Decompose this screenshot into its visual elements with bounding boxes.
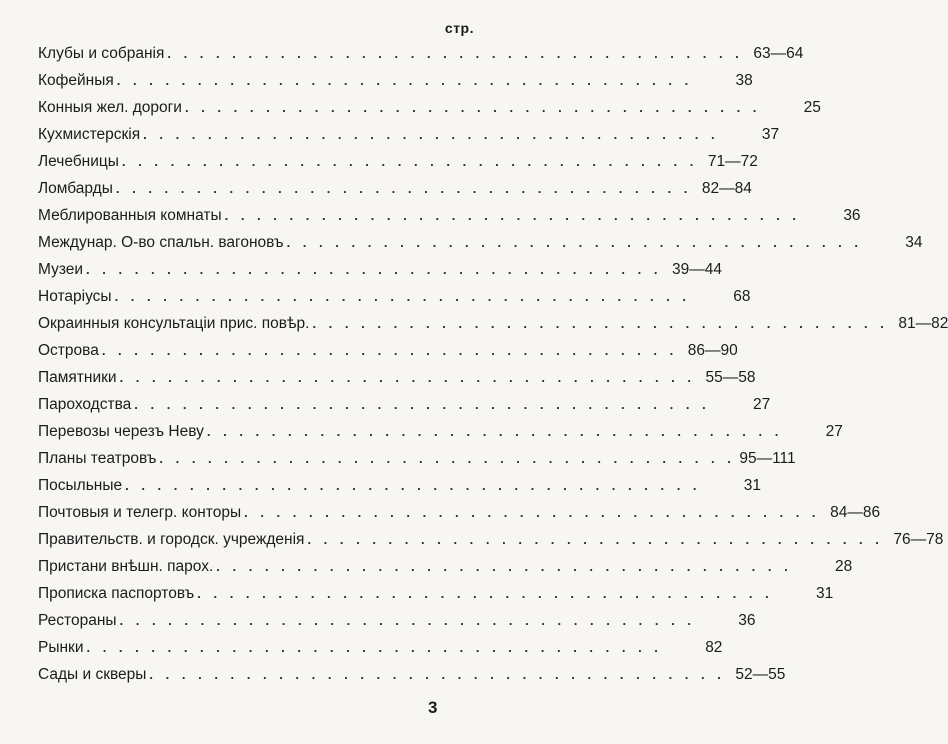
entry-pages: 68 <box>733 288 751 305</box>
dot-leader: . . . . . . . . . . . . . . . . . . . . . . . . . . . . . . . . . . . . <box>86 262 662 277</box>
dot-leader: . . . . . . . . . . . . . . . . . . . . . . . . . . . . . . . . . . . . <box>134 397 711 412</box>
entry-label: Кухмистерскія <box>38 126 141 143</box>
dot-leader: . . . . . . . . . . . . . . . . . . . . . . . . . . . . . . . . . . . . <box>115 181 692 196</box>
entry-label: Почтовыя и телегр. конторы <box>38 504 242 521</box>
dot-leader: . . . . . . . . . . . . . . . . . . . . . . . . . . . . . . . . . . . . <box>101 343 678 358</box>
entry-label: Правительств. и городск. учрежденія <box>38 531 305 548</box>
entry-label: Острова <box>38 342 99 359</box>
index-entry <box>38 445 796 472</box>
entry-pages: 31 <box>815 585 834 602</box>
index-entry <box>38 337 738 364</box>
dot-leader: . . . . . . . . . . . . . . . . . . . . . . . . . . . . . . . . . . . . <box>286 235 863 250</box>
entry-pages: 25 <box>803 99 821 116</box>
dot-leader: . . . . . . . . . . . . . . . . . . . . . . . . . . . . . . . . . . . . <box>184 100 761 115</box>
entry-label: Клубы и собранія <box>38 45 165 62</box>
dot-leader: . . . . . . . . . . . . . . . . . . . . . . . . . . . . . . . . . . . . <box>86 640 663 655</box>
entry-label: Посыльные <box>38 477 123 494</box>
entry-label: Памятники <box>38 369 117 386</box>
dot-leader: . . . . . . . . . . . . . . . . . . . . . . . . . . . . . . . . . . . . <box>206 424 783 439</box>
index-entry <box>38 391 771 418</box>
pages-column-header: стр. <box>444 20 474 36</box>
entry-pages: 86—90 <box>687 342 738 359</box>
entry-pages: 28 <box>834 558 853 575</box>
entry-label: Лечебницы <box>38 153 119 170</box>
entry-pages: 27 <box>752 396 771 413</box>
index-entry <box>38 634 723 661</box>
index-entry <box>38 175 752 202</box>
dot-leader: . . . . . . . . . . . . . . . . . . . . . . . . . . . . . . . . . . . . <box>121 154 698 169</box>
entry-label: Окраинныя консультаціи прис. повѣр. <box>38 315 310 332</box>
index-entry <box>38 526 944 553</box>
index-entry <box>38 364 756 391</box>
entry-pages: 82—84 <box>701 180 752 197</box>
index-list <box>38 40 948 688</box>
index-entry <box>38 40 804 67</box>
entry-pages: 27 <box>825 423 843 440</box>
index-entry <box>38 472 762 499</box>
index-entry <box>38 229 923 256</box>
index-entry <box>38 256 722 283</box>
entry-pages: 63—64 <box>753 45 804 62</box>
entry-pages: 31 <box>743 477 762 494</box>
entry-label: Меблированныя комнаты <box>38 207 222 224</box>
index-entry <box>38 418 843 445</box>
entry-label: Ломбарды <box>38 180 113 197</box>
dot-leader: . . . . . . . . . . . . . . . . . . . . . . . . . . . . . . . . . . . . <box>143 127 720 142</box>
entry-pages: 76—78 <box>893 531 944 548</box>
index-entry <box>38 580 834 607</box>
entry-label: Нотаріусы <box>38 288 112 305</box>
index-entry <box>38 607 756 634</box>
dot-leader: . . . . . . . . . . . . . . . . . . . . . . . . . . . . . . . . . . . . <box>216 559 793 574</box>
entry-label: Конныя жел. дороги <box>38 99 182 116</box>
entry-pages: 71—72 <box>707 153 758 170</box>
index-entry <box>38 121 780 148</box>
dot-leader: . . . . . . . . . . . . . . . . . . . . . . . . . . . . . . . . . . . . <box>119 370 696 385</box>
dot-leader: . . . . . . . . . . . . . . . . . . . . . . . . . . . . . . . . . . . . <box>312 316 889 331</box>
entry-pages: 34 <box>905 234 923 251</box>
dot-leader: . . . . . . . . . . . . . . . . . . . . . . . . . . . . . . . . . . . . <box>149 667 726 682</box>
entry-label: Кофейныя <box>38 72 114 89</box>
entry-pages: 84—86 <box>830 504 881 521</box>
entry-label: Рестораны <box>38 612 117 629</box>
entry-pages: 37 <box>761 126 780 143</box>
entry-label: Прописка паспортовъ <box>38 585 195 602</box>
dot-leader: . . . . . . . . . . . . . . . . . . . . . . . . . . . . . . . . . . . . <box>307 532 884 547</box>
index-entry <box>38 94 821 121</box>
entry-pages: 82 <box>705 639 723 656</box>
dot-leader: . . . . . . . . . . . . . . . . . . . . . . . . . . . . . . . . . . . . <box>119 613 696 628</box>
entry-label: Пароходства <box>38 396 132 413</box>
entry-pages: 95—111 <box>739 450 796 467</box>
dot-leader: . . . . . . . . . . . . . . . . . . . . . . . . . . . . . . . . . . . . <box>125 478 702 493</box>
dot-leader: . . . . . . . . . . . . . . . . . . . . . . . . . . . . . . . . . . . . <box>244 505 821 520</box>
index-entry <box>38 148 758 175</box>
entry-pages: 38 <box>735 72 753 89</box>
index-entry <box>38 310 948 337</box>
index-entry <box>38 202 861 229</box>
entry-label: Перевозы черезъ Неву <box>38 423 204 440</box>
dot-leader: . . . . . . . . . . . . . . . . . . . . . . . . . . . . . . . . . . . . <box>159 451 736 466</box>
entry-label: Пристани внѣшн. парох. <box>38 558 214 575</box>
index-entry <box>38 553 853 580</box>
dot-leader: . . . . . . . . . . . . . . . . . . . . . . . . . . . . . . . . . . . . <box>224 208 801 223</box>
entry-pages: 39—44 <box>672 261 722 278</box>
entry-label: Планы театровъ <box>38 450 157 467</box>
entry-pages: 55—58 <box>705 369 756 386</box>
index-entry <box>38 499 881 526</box>
dot-leader: . . . . . . . . . . . . . . . . . . . . . . . . . . . . . . . . . . . . <box>116 73 693 88</box>
entry-pages: 36 <box>843 207 861 224</box>
dot-leader: . . . . . . . . . . . . . . . . . . . . . . . . . . . . . . . . . . . . <box>114 289 691 304</box>
dot-leader: . . . . . . . . . . . . . . . . . . . . . . . . . . . . . . . . . . . . <box>167 46 744 61</box>
entry-pages: 52—55 <box>735 666 786 683</box>
dot-leader: . . . . . . . . . . . . . . . . . . . . . . . . . . . . . . . . . . . . <box>197 586 774 601</box>
entry-label: Рынки <box>38 639 84 656</box>
entry-label: Сады и скверы <box>38 666 147 683</box>
index-entry <box>38 283 751 310</box>
entry-pages: 36 <box>738 612 756 629</box>
index-entry <box>38 661 786 688</box>
entry-pages: 81—82 <box>898 315 948 332</box>
index-entry <box>38 67 753 94</box>
entry-label: Музеи <box>38 261 84 278</box>
entry-label: Междунар. О-во спальн. вагоновъ <box>38 234 284 251</box>
page-number: 3 <box>428 698 438 717</box>
